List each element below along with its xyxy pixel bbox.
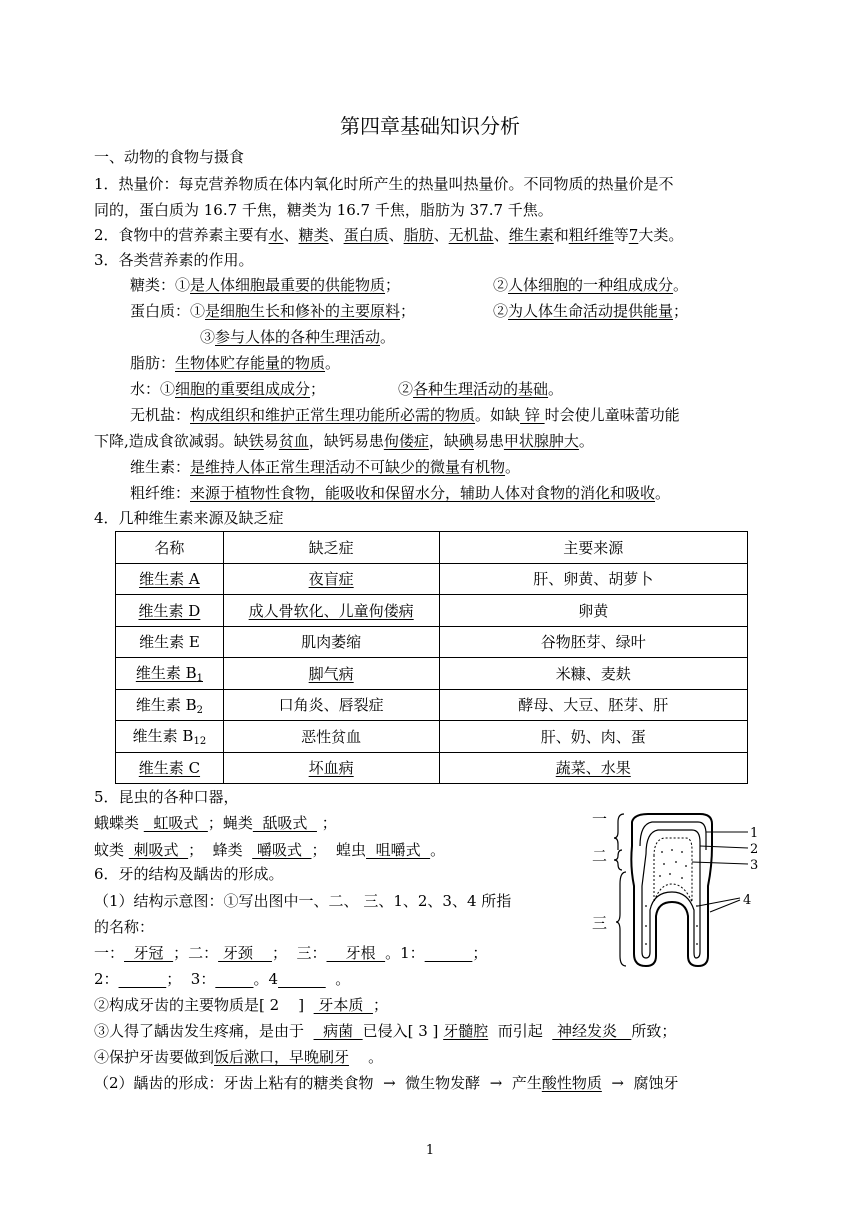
vitamin-subscript: 1 — [196, 673, 203, 685]
deficiency-cell — [223, 626, 439, 658]
text: ③人得了龋齿发生疼痛，是由于 — [94, 1022, 314, 1040]
answer: 来源于植物性食物，能吸收和保留水分，辅助人体对食物的消化和吸收 — [190, 484, 656, 502]
answer: 贫血 — [278, 432, 309, 450]
leader-2 — [700, 846, 748, 848]
num-1: 1 — [750, 826, 759, 841]
vitamin-name: 维生素 D — [138, 601, 201, 620]
label: 水：① — [130, 380, 176, 398]
brace-crown — [614, 814, 624, 850]
answer: 铁 — [248, 432, 264, 450]
question-3 — [94, 1019, 676, 1043]
source: 米糠、麦麸 — [555, 664, 631, 683]
question-1-line-1: （1）结构示意图：①写出图中一、二、 三、1、2、3、4 所指 — [94, 892, 512, 910]
vitamin-name: 维生素 B — [135, 695, 197, 714]
text: 。 — [380, 328, 396, 346]
source-cell — [439, 689, 748, 721]
text: 、 — [493, 226, 509, 244]
text: 大类。 — [638, 226, 684, 244]
text: ； 蝗虫 — [311, 841, 367, 859]
header-source: 主要来源 — [439, 532, 748, 564]
deficiency-cell — [223, 752, 439, 784]
text: ，缺 — [428, 432, 459, 450]
label: 粗纤维： — [130, 484, 191, 502]
table-header-row — [116, 532, 748, 564]
text: ② — [398, 380, 414, 398]
text: 。 — [655, 484, 671, 502]
answer: 牙本质 — [313, 996, 373, 1014]
source: 蔬菜、水果 — [555, 759, 631, 778]
page-title: 第四章基础知识分析 — [340, 114, 520, 138]
answer: 牙髓腔 — [443, 1022, 489, 1040]
text: ； — [372, 996, 388, 1014]
paragraph-1-line-1: 1．热量价：每克营养物质在体内氧化时所产生的热量叫热量价。不同物质的热量价是不 — [94, 175, 674, 193]
deficiency: 脚气病 — [308, 664, 354, 683]
vitamin-name-cell — [116, 689, 224, 721]
deficiency: 恶性贫血 — [301, 727, 362, 746]
brace-neck — [614, 850, 622, 870]
num-3: 3 — [750, 858, 759, 873]
answer: 锌 — [520, 406, 545, 424]
paragraph-2 — [94, 223, 683, 247]
deficiency-cell — [223, 595, 439, 627]
answer: 虹吸式 — [143, 814, 208, 832]
answer: 舐吸式 — [252, 814, 317, 832]
source-cell — [439, 626, 748, 658]
header-disease: 缺乏症 — [223, 532, 439, 564]
table-row — [116, 658, 748, 690]
text: 、 — [328, 226, 344, 244]
text: ； — [400, 302, 416, 320]
table-row — [116, 721, 748, 753]
label: 无机盐： — [130, 406, 191, 424]
paragraph-6: 6．牙的结构及龋齿的形成。 — [94, 865, 284, 883]
answer: 无机盐 — [448, 226, 494, 244]
text: ； 3： — [166, 970, 216, 988]
source: 肝、卵黄、胡萝卜 — [533, 570, 654, 589]
text: 等 — [613, 226, 629, 244]
label-neck: 二 — [592, 847, 608, 865]
question-2 — [94, 993, 388, 1017]
answer: 粗纤维 — [568, 226, 614, 244]
text: （2）龋齿的形成：牙齿上粘有的糖类食物 → 微生物发酵 → 产生 — [94, 1074, 542, 1092]
table-row — [116, 563, 748, 595]
answer: 生物体贮存能量的物质 — [175, 354, 326, 372]
text: 、 — [433, 226, 449, 244]
text: 一： — [94, 944, 125, 962]
text: ； — [385, 276, 401, 294]
text: 已侵入[ 3 ] — [362, 1022, 444, 1040]
source-cell — [439, 721, 748, 753]
vitamin-name: 维生素 B — [132, 727, 194, 746]
vitamin-name-cell — [116, 563, 224, 595]
vitamin-name-wrap — [135, 664, 203, 685]
source: 谷物胚芽、绿叶 — [540, 633, 646, 652]
source: 酵母、大豆、胚芽、肝 — [518, 696, 669, 715]
text: 。 — [673, 276, 689, 294]
text: → 腐蚀牙 — [601, 1074, 679, 1092]
mineral-line-1 — [130, 403, 680, 427]
text: 易患 — [473, 432, 504, 450]
answer: 是维持人体正常生理活动不可缺少的微量有机物 — [190, 458, 506, 476]
text: 下降,造成食欲减弱。缺 — [94, 432, 249, 450]
paragraph-3: 3．各类营养素的作用。 — [94, 251, 254, 269]
label: 脂肪： — [130, 354, 176, 372]
paragraph-1-line-2: 同的，蛋白质为 16.7 千焦，糖类为 16.7 千焦，脂肪为 37.7 千焦。 — [94, 201, 553, 219]
blank — [119, 970, 167, 988]
text: 。 — [349, 1048, 384, 1066]
question-4 — [94, 1045, 383, 1069]
answer: 牙颈 — [218, 944, 272, 962]
table-row — [116, 626, 748, 658]
text: 。 — [578, 432, 594, 450]
vitamin-name-cell — [116, 658, 224, 690]
answer: 维生素 — [508, 226, 554, 244]
text: 。 — [325, 354, 341, 372]
vitamin-name-cell — [116, 752, 224, 784]
text: ②构成牙齿的主要物质是[ 2 ] — [94, 996, 314, 1014]
label: 糖类：① — [130, 276, 191, 294]
num-2: 2 — [750, 842, 759, 857]
deficiency: 坏血病 — [308, 759, 354, 778]
source-cell — [439, 563, 748, 595]
text: 2．食物中的营养素主要有 — [94, 226, 269, 244]
vitamin-table — [115, 531, 748, 784]
answer: 牙根 — [326, 944, 386, 962]
answers-line-2 — [94, 967, 350, 991]
answer: 脂肪 — [403, 226, 434, 244]
text: ；蝇类 — [207, 814, 253, 832]
answer: 饭后漱口，早晚刷牙 — [214, 1048, 350, 1066]
text: ④保护牙齿要做到 — [94, 1048, 215, 1066]
answer: 人体细胞的一种组成成分 — [508, 276, 674, 294]
deficiency-cell — [223, 658, 439, 690]
text: 。 — [430, 841, 446, 859]
vitamin-name-cell — [116, 595, 224, 627]
text: 。4 — [253, 970, 279, 988]
blank — [425, 944, 473, 962]
table-row — [116, 689, 748, 721]
source-cell — [439, 658, 748, 690]
answer: 为人体生命活动提供能量 — [508, 302, 674, 320]
vitamin-name-cell — [116, 721, 224, 753]
text: ③ — [200, 328, 216, 346]
vitamin-name: 维生素 C — [138, 759, 201, 778]
tooth-structure-diagram — [588, 806, 788, 976]
vitamin-name-wrap — [132, 727, 207, 748]
text: 、 — [388, 226, 404, 244]
text: 时会使儿童味蕾功能 — [544, 406, 680, 424]
text: 。如缺 — [475, 406, 521, 424]
mineral-line-2 — [94, 429, 594, 453]
vitamin-name-wrap — [136, 696, 203, 714]
protein-line-c — [200, 325, 395, 349]
deficiency-cell — [223, 689, 439, 721]
text: 所致； — [631, 1022, 677, 1040]
question-1-line-2: 的名称： — [94, 918, 155, 936]
source-cell — [439, 595, 748, 627]
vitamin-line — [130, 455, 520, 479]
text: ； — [310, 380, 326, 398]
answer: 是细胞生长和修补的主要原料 — [205, 302, 401, 320]
source-cell — [439, 752, 748, 784]
text: ，缺钙易患 — [308, 432, 384, 450]
sugar-line-b — [493, 273, 688, 297]
text: ② — [493, 276, 509, 294]
answer: 嚼吸式 — [252, 841, 312, 859]
text: 。1： — [385, 944, 425, 962]
blank — [278, 970, 326, 988]
paragraph-4: 4．几种维生素来源及缺乏症 — [94, 509, 284, 527]
answer: 甲状腺肿大 — [503, 432, 579, 450]
text: ； — [673, 302, 689, 320]
text: ； 三： — [271, 944, 327, 962]
answer: 各种生理活动的基础 — [413, 380, 549, 398]
answer: 碘 — [458, 432, 474, 450]
fat-line — [130, 351, 340, 375]
answer: 刺吸式 — [128, 841, 189, 859]
sugar-line — [130, 273, 400, 297]
answer: 酸性物质 — [541, 1074, 602, 1092]
protein-line — [130, 299, 415, 323]
brace-root — [616, 872, 626, 966]
text: 而引起 — [488, 1022, 553, 1040]
label-root: 三 — [592, 914, 608, 932]
protein-line-b — [493, 299, 688, 323]
answer: 糖类 — [298, 226, 329, 244]
fiber-line — [130, 481, 670, 505]
answer: 是人体细胞最重要的供能物质 — [190, 276, 386, 294]
table-row — [116, 752, 748, 784]
text: ； 蜂类 — [188, 841, 253, 859]
answer: 细胞的重要组成成分 — [175, 380, 311, 398]
vitamin-name-cell — [116, 626, 224, 658]
text: 。 — [548, 380, 564, 398]
deficiency: 成人骨软化、儿童佝偻病 — [248, 601, 414, 620]
deficiency: 夜盲症 — [308, 570, 354, 589]
text: 易 — [263, 432, 279, 450]
text: ② — [493, 302, 509, 320]
text: ； — [316, 814, 337, 832]
dentin-line — [642, 830, 700, 958]
vitamin-name: 维生素 E — [139, 633, 200, 652]
vitamin-name: 维生素 A — [139, 570, 200, 589]
answer: 蛋白质 — [343, 226, 389, 244]
text: 蚊类 — [94, 841, 129, 859]
label: 蛋白质：① — [130, 302, 206, 320]
text: 。 — [505, 458, 521, 476]
label: 维生素： — [130, 458, 191, 476]
answers-line-1 — [94, 941, 487, 965]
mouthparts-line-2 — [94, 838, 445, 862]
answer: 病菌 — [313, 1022, 363, 1040]
blank — [215, 970, 253, 988]
deficiency-cell — [223, 563, 439, 595]
text: ；二： — [173, 944, 219, 962]
num-4: 4 — [743, 893, 752, 908]
answer: 7 — [628, 226, 639, 244]
text: 、 — [283, 226, 299, 244]
question-5 — [94, 1071, 679, 1095]
text: 。 — [325, 970, 351, 988]
text: 蛾蝶类 — [94, 814, 144, 832]
answer: 参与人体的各种生理活动 — [215, 328, 381, 346]
deficiency-cell — [223, 721, 439, 753]
header-name: 名称 — [116, 532, 224, 564]
deficiency: 肌肉萎缩 — [301, 633, 362, 652]
text: 和 — [553, 226, 569, 244]
page-number: 1 — [425, 1143, 435, 1158]
paragraph-5: 5．昆虫的各种口器， — [94, 788, 239, 806]
deficiency: 口角炎、唇裂症 — [278, 696, 384, 715]
answer: 咀嚼式 — [366, 841, 431, 859]
table-row — [116, 595, 748, 627]
vitamin-subscript: 12 — [193, 736, 207, 748]
source: 卵黄 — [578, 601, 609, 620]
water-line — [130, 377, 325, 401]
answer: 构成组织和维护正常生理功能所必需的物质 — [190, 406, 476, 424]
text: ； — [472, 944, 488, 962]
answer: 水 — [268, 226, 284, 244]
text: 2： — [94, 970, 119, 988]
label-crown: 一 — [592, 810, 608, 828]
vitamin-name: 维生素 B — [135, 664, 197, 683]
source: 肝、奶、肉、蛋 — [540, 727, 646, 746]
answer: 神经发炎 — [552, 1022, 632, 1040]
leader-4b — [710, 900, 740, 912]
section-heading: 一、动物的食物与摄食 — [94, 148, 245, 166]
water-line-b — [398, 377, 563, 401]
vitamin-subscript: 2 — [196, 704, 203, 716]
answer: 牙冠 — [124, 944, 174, 962]
answer: 佝偻症 — [383, 432, 429, 450]
mouthparts-line-1 — [94, 811, 337, 835]
